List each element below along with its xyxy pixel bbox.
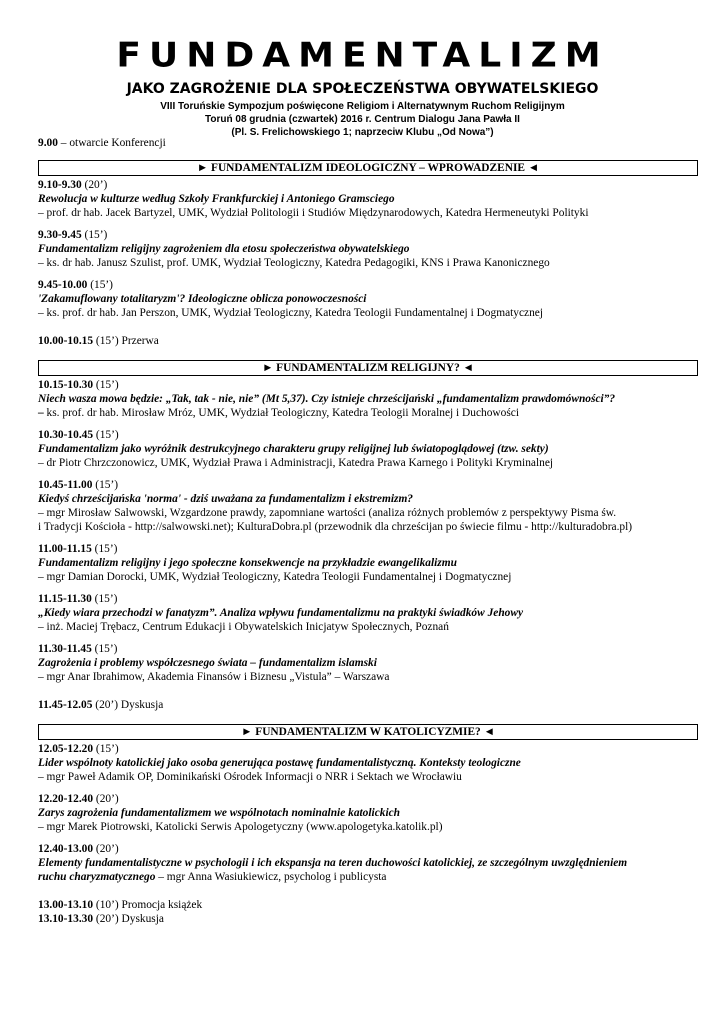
book-promotion-item: 13.00-13.10 (10’) Promocja książek <box>38 899 203 911</box>
event-address-line: (Pl. S. Frelichowskiego 1; naprzeciw Klubu „Od Nowa”) <box>231 127 494 138</box>
event-date-venue-line: Toruń 08 grudnia (czwartek) 2016 r. Centrum Dialogu Jana Pawła II <box>205 114 520 125</box>
talk-speaker: – ks. dr hab. Janusz Szulist, prof. UMK, Wydział Teologiczny, Katedra Pedagogiki, KNS i Prawa Kanonicznego <box>38 257 550 269</box>
program-content <box>38 136 698 926</box>
talk-title: Lider wspólnoty katolickiej jako osoba generująca postawę fundamentalistyczną. Konteksty teologiczne <box>38 757 521 769</box>
section-heading-religious: ► FUNDAMENTALIZM RELIGIJNY? ◄ <box>38 360 698 376</box>
talk: 12.20-12.40 (20’) Zarys zagrożenia fundamentalizmem we wspólnotach nominalnie katolickich – mgr Marek Piotrowski, Katolicki Serwis Apologetyczny (www.apologetyka.katolik.pl) <box>38 792 698 834</box>
talk: 12.05-12.20 (15’) Lider wspólnoty katolickiej jako osoba generująca postawę fundamentalistyczną. Konteksty teologiczne – mgr Paweł Adamik OP, Dominikański Ośrodek Informacji o NRR i Sektach we Wrocławiu <box>38 742 698 784</box>
talk-speaker: – mgr Paweł Adamik OP, Dominikański Ośrodek Informacji o NRR i Sektach we Wrocławiu <box>38 771 462 783</box>
talk: 11.15-11.30 (15’) „Kiedy wiara przechodzi w fanatyzm”. Analiza wpływu fundamentalizmu na praktyki świadków Jehowy – inż. Maciej Trębacz, Centrum Edukacji i Obywatelskich Inicjatyw Społecznych, Poznań <box>38 592 698 634</box>
opening-item: 9.00 – otwarcie Konferencji <box>38 137 166 149</box>
talk-title: Rewolucja w kulturze według Szkoły Frankfurckiej i Antoniego Gramsciego <box>38 193 395 205</box>
page-subtitle: JAKO ZAGROŻENIE DLA SPOŁECZEŃSTWA OBYWATELSKIEGO <box>126 81 599 97</box>
page-title: FUNDAMENTALIZM <box>116 36 609 75</box>
talk-title: „Kiedy wiara przechodzi w fanatyzm”. Analiza wpływu fundamentalizmu na praktyki świadków Jehowy <box>38 607 524 619</box>
talk-speaker-continued: i Tradycji Kościoła - http://salwowski.net); KulturaDobra.pl (przewodnik dla chrześcijan po świecie filmu - http://kulturadobra.pl) <box>38 521 633 533</box>
talk: 11.00-11.15 (15’) Fundamentalizm religijny i jego społeczne konsekwencje na przykładzie ewangelikalizmu – mgr Damian Dorocki, UMK, Wydział Teologiczny, Katedra Teologii Fundamentalnej i Dogmatycznej <box>38 542 698 584</box>
talk-title: 'Zakamuflowany totalitaryzm'? Ideologiczne oblicza ponowoczesności <box>38 293 367 305</box>
talk: 10.30-10.45 (15’) Fundamentalizm jako wyróżnik destrukcyjnego charakteru grupy religijnej lub światopoglądowej (tzw. sekty) – dr Piotr Chrzczonowicz, UMK, Wydział Prawa i Administracji, Katedra Prawa Karnego i Polityki Kryminalnej <box>38 428 698 470</box>
section-heading-catholicism: ► FUNDAMENTALIZM W KATOLICYZMIE? ◄ <box>38 724 698 740</box>
talk-title-continued: ruchu charyzmatycznego – mgr Anna Wasiukiewicz, psycholog i publicysta <box>38 871 387 883</box>
talk-speaker: – ks. prof. dr hab. Mirosław Mróz, UMK, Wydział Teologiczny, Katedra Teologii Moralnej i Duchowości <box>38 407 519 419</box>
talk-title: Zagrożenia i problemy współczesnego świata – fundamentalizm islamski <box>38 657 377 669</box>
talk: 9.30-9.45 (15’) Fundamentalizm religijny zagrożeniem dla etosu społeczeństwa obywatelskiego – ks. dr hab. Janusz Szulist, prof. UMK, Wydział Teologiczny, Katedra Pedagogiki, KNS i Prawa Kanonicznego <box>38 228 698 270</box>
talk-speaker: – inż. Maciej Trębacz, Centrum Edukacji i Obywatelskich Inicjatyw Społecznych, Poznań <box>38 621 449 633</box>
talk-speaker: – mgr Anar Ibrahimow, Akademia Finansów i Biznesu „Vistula” – Warszawa <box>38 671 390 683</box>
break-item: 10.00-10.15 (15’) Przerwa <box>38 335 159 347</box>
talk-title: Zarys zagrożenia fundamentalizmem we wspólnotach nominalnie katolickich <box>38 807 401 819</box>
event-info-line: VIII Toruńskie Sympozjum poświęcone Religiom i Alternatywnym Ruchom Religijnym <box>160 101 565 112</box>
talk: 9.10-9.30 (20’) Rewolucja w kulturze według Szkoły Frankfurckiej i Antoniego Gramsciego – prof. dr hab. Jacek Bartyzel, UMK, Wydział Politologii i Studiów Międzynarodowych, Katedra Hermeneutyki Polityki <box>38 178 698 220</box>
talk-title: Niech wasza mowa będzie: „Tak, tak - nie, nie” (Mt 5,37). Czy istnieje chrześcijański „fundamentalizm prawdomówności”? <box>38 393 616 405</box>
talk: 9.45-10.00 (15’) 'Zakamuflowany totalitaryzm'? Ideologiczne oblicza ponowoczesności – ks. prof. dr hab. Jan Perszon, UMK, Wydział Teologiczny, Katedra Teologii Fundamentalnej i Dogmatycznej <box>38 278 698 320</box>
talk: 12.40-13.00 (20’) Elementy fundamentalistyczne w psychologii i ich ekspansja na teren duchowości katolickiej, ze szczególnym uwzględnieniem ruchu charyzmatycznego – mgr Anna Wasiukiewicz, psycholog i publicysta <box>38 842 698 884</box>
talk-speaker: – prof. dr hab. Jacek Bartyzel, UMK, Wydział Politologii i Studiów Międzynarodowych, Katedra Hermeneutyki Polityki <box>38 207 589 219</box>
talk: 10.45-11.00 (15’) Kiedyś chrześcijańska 'norma' - dziś uważana za fundamentalizm i ekstremizm? – mgr Mirosław Salwowski, Wzgardzone prawdy, zapomniane wartości (analiza różnych problemów z perspektywy Pisma św. i Tradycji Kościoła - http://salwowski.net); KulturaDobra.pl (przewodnik dla chrześcijan po świecie filmu - http://kulturadobra.pl) <box>38 478 698 534</box>
section-heading-ideological: ► FUNDAMENTALIZM IDEOLOGICZNY – WPROWADZENIE ◄ <box>38 160 698 176</box>
talk-speaker: – mgr Damian Dorocki, UMK, Wydział Teologiczny, Katedra Teologii Fundamentalnej i Dogmatycznej <box>38 571 512 583</box>
talk-title: Elementy fundamentalistyczne w psychologii i ich ekspansja na teren duchowości katolickiej, ze szczególnym uwzględnieniem <box>38 857 628 869</box>
talk-title: Fundamentalizm religijny zagrożeniem dla etosu społeczeństwa obywatelskiego <box>38 243 410 255</box>
talk-speaker: – mgr Mirosław Salwowski, Wzgardzone prawdy, zapomniane wartości (analiza różnych problemów z perspektywy Pisma św. <box>38 507 617 519</box>
talk-speaker: – mgr Marek Piotrowski, Katolicki Serwis Apologetyczny (www.apologetyka.katolik.pl) <box>38 821 443 833</box>
discussion-item: 11.45-12.05 (20’) Dyskusja <box>38 699 164 711</box>
talk-title: Fundamentalizm jako wyróżnik destrukcyjnego charakteru grupy religijnej lub światopoglądowej (tzw. sekty) <box>38 443 549 455</box>
talk-speaker: – dr Piotr Chrzczonowicz, UMK, Wydział Prawa i Administracji, Katedra Prawa Karnego i Polityki Kryminalnej <box>38 457 554 469</box>
talk-speaker: – ks. prof. dr hab. Jan Perszon, UMK, Wydział Teologiczny, Katedra Teologii Fundamentalnej i Dogmatycznej <box>38 307 544 319</box>
talk-title: Fundamentalizm religijny i jego społeczne konsekwencje na przykładzie ewangelikalizmu <box>38 557 457 569</box>
talk: 10.15-10.30 (15’) Niech wasza mowa będzie: „Tak, tak - nie, nie” (Mt 5,37). Czy istnieje chrześcijański „fundamentalizm prawdomówności”? – ks. prof. dr hab. Mirosław Mróz, UMK, Wydział Teologiczny, Katedra Teologii Moralnej i Duchowości <box>38 378 698 420</box>
talk-title: Kiedyś chrześcijańska 'norma' - dziś uważana za fundamentalizm i ekstremizm? <box>38 493 413 505</box>
final-discussion-item: 13.10-13.30 (20’) Dyskusja <box>38 913 164 925</box>
talk: 11.30-11.45 (15’) Zagrożenia i problemy współczesnego świata – fundamentalizm islamski – mgr Anar Ibrahimow, Akademia Finansów i Biznesu „Vistula” – Warszawa <box>38 642 698 684</box>
